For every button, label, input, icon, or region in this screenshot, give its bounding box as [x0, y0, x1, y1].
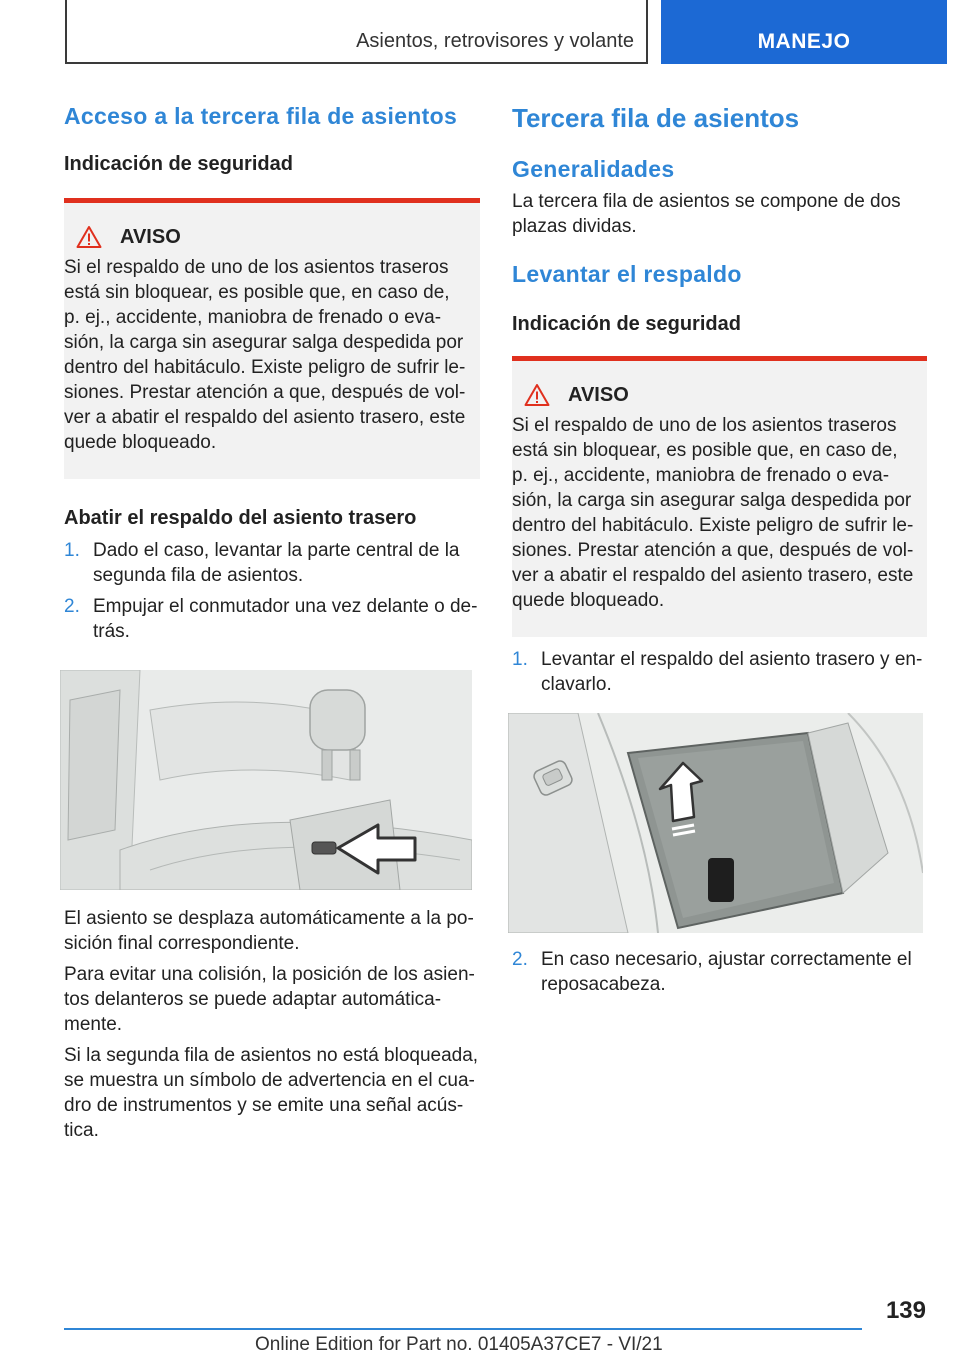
steps-list: [64, 538, 480, 644]
list-item: [64, 594, 480, 644]
warning-text: Si el respaldo de uno de los asientos traseros está sin bloquear, es posible que, en caso de, p. ej., accidente, maniobra de frenado o eva-sión, la carga sin asegurar salga despedida por dentro del habitáculo. Existe peligro de sufrir le-siones. Prestar atención a que, después de vol-ver a abatir el respaldo del asiento trasero, este quede bloqueado.: [64, 257, 466, 453]
warning-triangle-icon: [76, 225, 102, 249]
footer-divider: [64, 1328, 862, 1330]
procedure-heading: Abatir el respaldo del asiento trasero: [64, 507, 417, 529]
step-text: En caso necesario, ajustar correctamente el reposacabeza.: [541, 949, 912, 995]
step-text: Dado el caso, levantar la parte central de la segunda fila de asientos.: [93, 540, 460, 586]
main-heading: Tercera fila de asientos: [512, 103, 800, 133]
list-item: [512, 947, 927, 997]
warning-text: Si el respaldo de uno de los asientos traseros está sin bloquear, es posible que, en caso de, p. ej., accidente, maniobra de frenado o eva-sión, la carga sin asegurar salga despedida por dentro del habitáculo. Existe peligro de sufrir le-siones. Prestar atención a que, después de vol-ver a abatir el respaldo del asiento trasero, este quede bloqueado.: [512, 415, 914, 611]
paragraph: Para evitar una colisión, la posición de los asien-tos delanteros se puede adaptar automática-mente.: [64, 964, 475, 1035]
page-number: 139: [885, 1297, 926, 1324]
header-frame: [65, 0, 648, 64]
step-number: 1.: [512, 649, 528, 670]
step-number: 1.: [64, 540, 80, 561]
raise-heading: Levantar el respaldo: [512, 261, 742, 287]
edition-text: Online Edition for Part no. 01405A37CE7 - VI/21: [255, 1334, 663, 1355]
general-heading: Generalidades: [512, 156, 675, 182]
step-number: 2.: [64, 596, 80, 617]
warning-box: [512, 356, 927, 637]
warning-title: AVISO: [120, 225, 181, 248]
right-column: [512, 100, 927, 997]
step-number: 2.: [512, 949, 528, 970]
list-item: [512, 647, 927, 697]
tab-manejo[interactable]: MANEJO: [661, 0, 947, 64]
list-item: [64, 538, 480, 588]
general-text: La tercera fila de asientos se compone de dos plazas dividas.: [512, 191, 901, 237]
backrest-illustration: [508, 713, 923, 933]
section-heading: Acceso a la tercera fila de asientos: [64, 103, 458, 129]
warning-box: [64, 198, 480, 479]
step-text: Levantar el respaldo del asiento trasero y en-clavarlo.: [541, 649, 923, 695]
safety-heading: Indicación de seguridad: [64, 153, 293, 175]
warning-title: AVISO: [568, 383, 629, 406]
seat-switch-illustration: [60, 670, 472, 890]
paragraph: El asiento se desplaza automáticamente a la po-sición final correspondiente.: [64, 908, 474, 954]
backrest-drawing: [508, 713, 923, 933]
left-column: [64, 100, 480, 1143]
steps-list: [512, 947, 927, 997]
steps-list: [512, 647, 927, 697]
step-text: Empujar el conmutador una vez delante o de-trás.: [93, 596, 478, 642]
seat-switch-drawing: [60, 670, 472, 890]
safety-heading: Indicación de seguridad: [512, 313, 741, 335]
section-title: Asientos, retrovisores y volante: [356, 30, 634, 52]
warning-triangle-icon: [524, 383, 550, 407]
paragraph: Si la segunda fila de asientos no está bloqueada, se muestra un símbolo de advertencia en el cua-dro de instrumentos y se emite una señal acús-tica.: [64, 1045, 479, 1141]
